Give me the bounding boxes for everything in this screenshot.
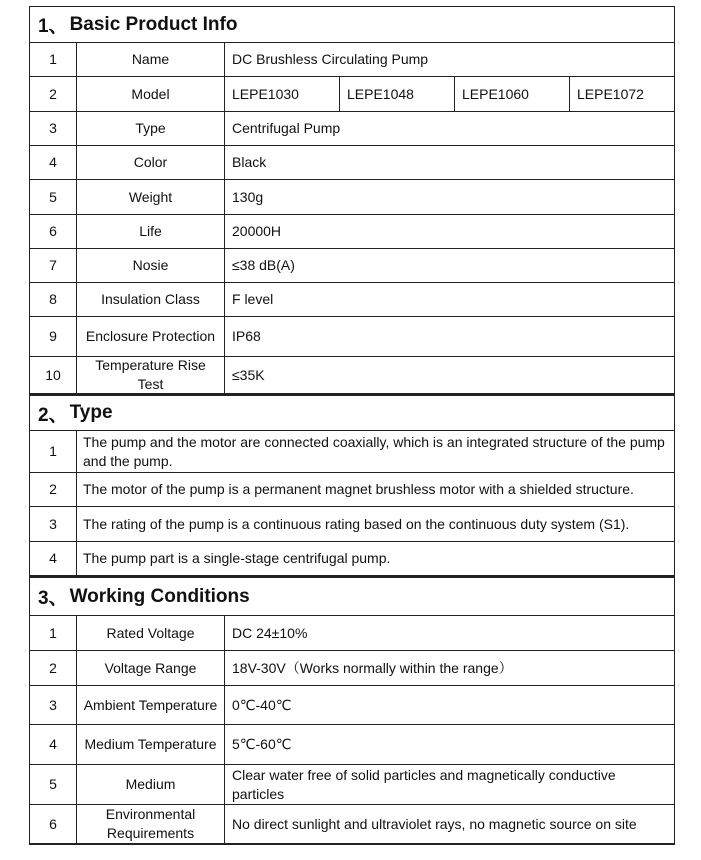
row-label: Enclosure Protection: [77, 317, 225, 356]
row-value: IP68: [232, 328, 261, 344]
row-number: 3: [30, 112, 77, 145]
row-number: 5: [30, 765, 77, 804]
row-label: Insulation Class: [77, 283, 225, 316]
row-number: 4: [30, 146, 77, 179]
row-label: Type: [77, 112, 225, 145]
table-row: [29, 356, 675, 394]
row-number: 6: [30, 805, 77, 843]
row-label: Color: [77, 146, 225, 179]
section-number: 2、: [38, 404, 68, 426]
row-value: No direct sunlight and ultraviolet rays, no magnetic source on site: [232, 815, 637, 832]
row-value: F level: [232, 291, 274, 307]
row-value: 5℃-60℃: [232, 736, 292, 752]
row-value: Clear water free of solid particles and magnetically conductive particles: [232, 766, 616, 802]
section-number: 3、: [38, 588, 68, 609]
table-row: [29, 472, 675, 506]
row-label: Medium Temperature: [77, 725, 225, 764]
row-number: 4: [30, 542, 77, 575]
spec-sheet: [29, 6, 675, 845]
row-number: 7: [30, 249, 77, 282]
row-text: The rating of the pump is a continuous rating based on the continuous duty system (S1).: [83, 515, 630, 532]
row-label: Name: [77, 43, 225, 76]
row-number: 1: [30, 616, 77, 650]
section-title: Working Conditions: [69, 585, 250, 607]
table-row: [29, 764, 675, 804]
row-number: 6: [30, 215, 77, 248]
row-label: Model: [77, 77, 225, 111]
row-label: Ambient Temperature: [77, 686, 225, 724]
row-label: Weight: [77, 180, 225, 214]
model-cell: LEPE1030: [225, 77, 340, 111]
row-value: DC Brushless Circulating Pump: [232, 51, 429, 67]
row-number: 1: [30, 431, 77, 472]
row-value: 0℃-40℃: [232, 696, 292, 713]
row-number: 5: [30, 180, 77, 214]
table-row: [29, 685, 675, 724]
row-number: 8: [30, 283, 77, 316]
table-row: [29, 650, 675, 685]
type-table: [29, 430, 675, 577]
row-value: ≤35K: [232, 366, 265, 383]
row-number: 9: [30, 317, 77, 356]
row-value: Centrifugal Pump: [232, 120, 341, 136]
table-row: [29, 214, 675, 248]
row-label: Nosie: [77, 249, 225, 282]
row-label: Medium: [77, 765, 225, 804]
row-value: DC 24±10%: [232, 624, 308, 641]
table-row: [29, 506, 675, 541]
model-cell: LEPE1048: [340, 77, 455, 111]
row-number: 4: [30, 725, 77, 764]
section-number: 1、: [38, 16, 68, 37]
section-heading-type: [29, 395, 675, 430]
section-heading-working-conditions: [29, 577, 675, 615]
row-number: 3: [30, 507, 77, 541]
row-number: 1: [30, 43, 77, 76]
row-value: 18V-30V（Works normally within the range）: [232, 659, 513, 676]
row-value: 130g: [232, 188, 264, 205]
row-label: Life: [77, 215, 225, 248]
table-row: [29, 541, 675, 576]
table-row: [29, 111, 675, 145]
table-row: [29, 430, 675, 472]
row-number: 2: [30, 77, 77, 111]
row-number: 3: [30, 686, 77, 724]
table-row: [29, 145, 675, 179]
row-value: Black: [232, 154, 267, 170]
row-label: Voltage Range: [77, 651, 225, 685]
table-row: [29, 316, 675, 356]
row-number: 10: [30, 357, 77, 393]
row-label: Environmental Requirements: [77, 805, 225, 843]
row-value: 20000H: [232, 223, 282, 239]
table-row: [29, 76, 675, 111]
model-cell: LEPE1060: [455, 77, 570, 111]
basic-info-table: [29, 42, 675, 395]
row-value: ≤38 dB(A): [232, 257, 295, 273]
table-row: [29, 804, 675, 844]
row-number: 2: [30, 651, 77, 685]
table-row: [29, 179, 675, 214]
row-text: The motor of the pump is a permanent magnet brushless motor with a shielded structure.: [83, 481, 634, 497]
table-row: [29, 42, 675, 76]
row-label: Rated Voltage: [77, 616, 225, 650]
row-label: Temperature Rise Test: [77, 357, 225, 393]
table-row: [29, 724, 675, 764]
table-row: [29, 282, 675, 316]
working-conditions-table: [29, 615, 675, 845]
section-title: Type: [69, 402, 113, 423]
section-title: Basic Product Info: [69, 13, 238, 35]
row-text: The pump part is a single-stage centrifugal pump.: [83, 550, 391, 566]
table-row: [29, 615, 675, 650]
table-row: [29, 248, 675, 282]
row-number: 2: [30, 473, 77, 506]
model-cell: LEPE1072: [577, 85, 644, 102]
section-heading-basic-info: [29, 6, 675, 42]
row-text: The pump and the motor are connected coaxially, which is an integrated structure of the pump and the pump.: [83, 433, 665, 469]
